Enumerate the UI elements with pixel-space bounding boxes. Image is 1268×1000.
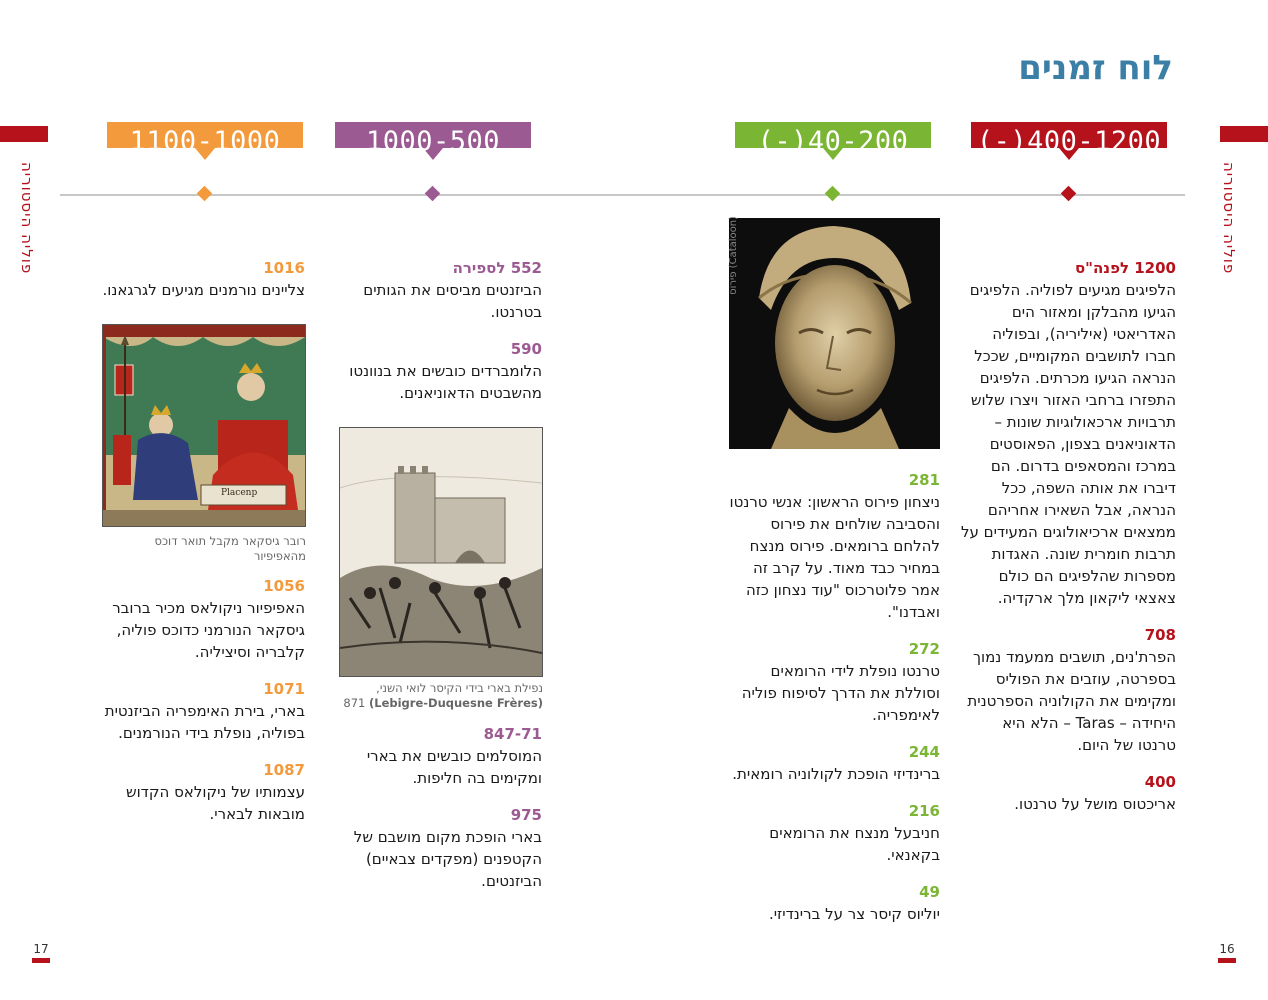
timeline-entry	[340, 805, 542, 892]
bari-caption-line1: נפילת בארי בידי הקיסר לואי השני,	[376, 681, 543, 695]
timeline-entry	[340, 724, 542, 789]
robert-caption: רובר גיסקאר מקבל תואר דוכס מהאפיפיור	[154, 534, 306, 563]
page-number-left: 17	[33, 942, 49, 956]
banner-orange	[107, 122, 303, 162]
timeline-entry	[960, 772, 1176, 815]
entry-text: הביזנטים מביסים את הגותים בטרנטו.	[363, 281, 542, 321]
timeline-marker-orange	[197, 186, 213, 202]
manuscript-inscription: Placenp	[221, 488, 258, 498]
timeline-entry	[340, 339, 542, 404]
timeline-marker-purple	[425, 186, 441, 202]
bari-caption-year: 871	[343, 696, 366, 710]
right-side-label: פוליה היסטוריה	[1220, 162, 1238, 275]
timeline-marker-green	[825, 186, 841, 202]
banner-orange-label: 1100-1000	[129, 126, 281, 157]
timeline-entry	[728, 470, 940, 623]
banner-green-label: (-)40-200	[757, 126, 909, 157]
column-orange	[100, 258, 305, 317]
entry-text: הלומברדים כובשים את בנוונטו מהשבטים הדאוניאנים.	[349, 362, 542, 402]
entry-text: צליינים נורמנים מגיעים לגרגאנו.	[102, 281, 305, 299]
pyrrhus-credit: פירוס (Cataloon)	[728, 216, 739, 295]
bari-caption	[339, 681, 543, 711]
entry-year: 708	[1144, 626, 1176, 644]
banner-red-label: (-)400-1200	[976, 126, 1162, 157]
entry-year: 1087	[263, 761, 305, 779]
entry-text: ברינדיזי הופכת לקולוניה רומאית.	[732, 765, 940, 783]
entry-text: האפיפיור ניקולאס מכיר ברובר גיסקאר הנורמני כדוכס פוליה, קלבריה וסיציליה.	[112, 599, 305, 661]
bari-caption-line2	[339, 696, 543, 711]
entry-text: הלפיגים מגיעים לפוליה. הלפיגים הגיעו מהבלקן ומאזור הים האדריאטי (איליריה), ובפוליה חברו לתושבים המקומיים, שככל הנראה הגיעו מכרתים. הלפיגים התפזרו ברחבי האזור ויצרו שלוש תרבויות ארכאולוגיות שונות – הדאוניאנים בצפון, הפאוסטים במרכז והמסאפים בדרום. הם דיברו את אותה השפה, ככל הנראה, אבל השאירו אחריהם ממצאים ארכיאולוגים המעידים על תרבות חומרית שונה. האגדות מספרות שהלפיגים הם כולם צאצאי ליקאון מלך ארקדיה.	[960, 281, 1176, 607]
entry-text: חניבעל מנצח את הרומאים בקאנאי.	[769, 824, 940, 864]
entry-year: 552 לספירה	[452, 259, 542, 277]
timeline-entry	[100, 258, 305, 301]
right-side-tab	[1220, 126, 1268, 142]
entry-year: 281	[908, 471, 940, 489]
timeline-entry	[100, 576, 305, 663]
timeline-entry	[340, 258, 542, 323]
page-title: לוח זמנים	[1018, 48, 1173, 88]
entry-year: 400	[1144, 773, 1176, 791]
entry-text: בארי הופכת מקום מושבם של הקטפנים (מפקדים צבאיים) הביזנטים.	[353, 828, 542, 890]
left-side-label: פוליה היסטוריה	[18, 162, 36, 275]
page-number-left-bar	[32, 958, 50, 963]
left-side-tab	[0, 126, 48, 142]
entry-text: עצמותיו של ניקולאס הקדוש מובאות לבארי.	[125, 783, 305, 823]
timeline-entry	[728, 882, 940, 925]
timeline-entry	[100, 760, 305, 825]
banner-green	[735, 122, 931, 162]
timeline-entry	[728, 639, 940, 726]
robert-guiscard-manuscript-image	[102, 324, 306, 527]
timeline-axis	[60, 194, 1185, 196]
banner-purple-label: 1000-500	[365, 126, 501, 157]
entry-year: 975	[510, 806, 542, 824]
entry-year: 1071	[263, 680, 305, 698]
entry-year: 244	[908, 743, 940, 761]
banner-purple	[335, 122, 531, 162]
timeline-entry	[728, 801, 940, 866]
entry-year: 1016	[263, 259, 305, 277]
column-red	[960, 258, 1176, 831]
timeline-entry	[100, 679, 305, 744]
timeline-marker-red	[1061, 186, 1077, 202]
timeline-entry	[960, 258, 1176, 609]
entry-text: המוסלמים כובשים את בארי ומקימים בה חליפות.	[366, 747, 542, 787]
entry-text: אריכטוס מושל על טרנטו.	[1014, 795, 1176, 813]
column-purple	[340, 258, 542, 420]
entry-text: ניצחון פירוס הראשון: אנשי טרנטו והסביבה שולחים את פירוס להלחם ברומאים. פירוס מנצח במחיר כבד מאוד. על קרב זה אמר פלוטרכוס "עוד נצחון כזה ואבדנו".	[729, 493, 940, 621]
entry-text: בארי, בירת האימפריה הביזנטית בפוליה, נופלת בידי הנורמנים.	[104, 702, 305, 742]
fall-of-bari-engraving	[339, 427, 543, 677]
entry-year: 272	[908, 640, 940, 658]
entry-year: 1200 לפנה"ס	[1074, 259, 1176, 277]
column-green	[728, 470, 940, 941]
entry-year: 590	[510, 340, 542, 358]
timeline-entry	[960, 625, 1176, 756]
entry-year: 1056	[263, 577, 305, 595]
entry-year: 216	[908, 802, 940, 820]
entry-text: יוליוס קיסר צר על ברינדיזי.	[768, 905, 940, 923]
pyrrhus-bust-image	[729, 218, 940, 449]
bari-caption-credit: (Lebigre-Duquesne Frères)	[368, 696, 543, 710]
entry-year: 847-71	[483, 725, 542, 743]
banner-red	[971, 122, 1167, 162]
entry-year: 49	[919, 883, 940, 901]
entry-text: טרנטו נופלת לידי הרומאים וסוללת את הדרך לסיפוח פוליה לאימפריה.	[741, 662, 940, 724]
entry-text: הפרת'נים, תושבים ממעמד נמוך בספרטה, עוזבים את הפוליס ומקימים את הקולוניה הספרטנית היחידה – Taras – הלא היא טרנטו של היום.	[967, 648, 1176, 754]
page-number-right: 16	[1219, 942, 1235, 956]
page-number-right-bar	[1218, 958, 1236, 963]
column-orange-lower	[100, 576, 305, 841]
column-purple-lower	[340, 724, 542, 908]
timeline-entry	[728, 742, 940, 785]
